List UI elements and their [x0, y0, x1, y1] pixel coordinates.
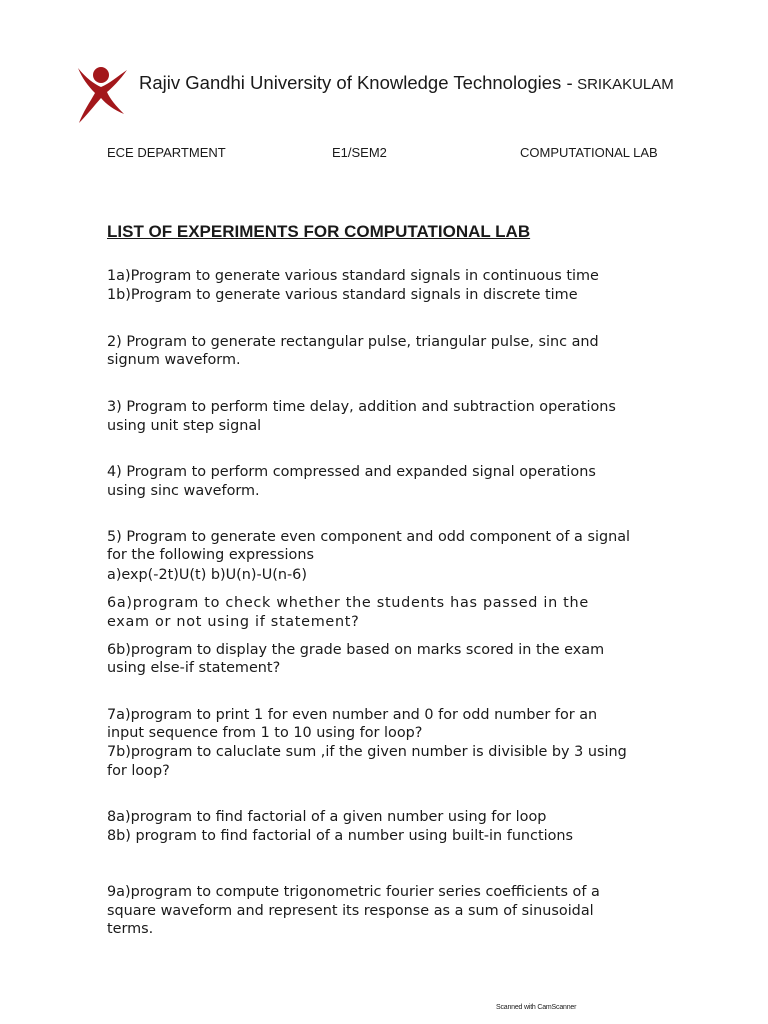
lab-label: COMPUTATIONAL LAB	[520, 145, 658, 160]
experiment-line: 7a)program to print 1 for even number and 0 for odd number for an	[107, 707, 598, 723]
experiment-line: for the following expressions	[107, 547, 314, 563]
experiment-line: 1a)Program to generate various standard signals in continuous time	[107, 268, 599, 284]
experiment-line: a)exp(-2t)U(t) b)U(n)-U(n-6)	[107, 567, 307, 583]
experiment-line: input sequence from 1 to 10 using for loop?	[107, 725, 423, 741]
experiment-line: 1b)Program to generate various standard signals in discrete time	[107, 287, 578, 303]
experiment-line: using else-if statement?	[107, 660, 281, 676]
experiment-line: 8a)program to find factorial of a given number using for loop	[107, 809, 547, 825]
experiment-line: 5) Program to generate even component and odd component of a signal	[107, 529, 631, 545]
department-label: ECE DEPARTMENT	[107, 145, 226, 160]
campus-name: SRIKAKULAM	[577, 76, 674, 93]
experiment-line: terms.	[107, 921, 154, 937]
university-name	[139, 72, 674, 94]
university-logo	[76, 64, 132, 124]
experiment-line: 6a)program to check whether the students has passed in the	[107, 595, 589, 611]
experiment-line: exam or not using if statement?	[107, 614, 360, 630]
experiment-line: signum waveform.	[107, 352, 241, 368]
experiment-line: 6b)program to display the grade based on marks scored in the exam	[107, 642, 605, 658]
university-title: Rajiv Gandhi University of Knowledge Technologies -	[139, 72, 573, 93]
experiment-line: 9a)program to compute trigonometric fourier series coefficients of a	[107, 884, 600, 900]
experiment-line: 7b)program to caluclate sum ,if the given number is divisible by 3 using	[107, 744, 627, 760]
experiment-line: using unit step signal	[107, 418, 262, 434]
experiment-line: for loop?	[107, 763, 170, 779]
experiment-line: 4) Program to perform compressed and expanded signal operations	[107, 464, 596, 480]
document-title: LIST OF EXPERIMENTS FOR COMPUTATIONAL LAB	[107, 222, 531, 241]
experiment-line: using sinc waveform.	[107, 483, 260, 499]
semester-label: E1/SEM2	[332, 145, 387, 160]
experiment-line: square waveform and represent its response as a sum of sinusoidal	[107, 903, 594, 919]
scanner-watermark: Scanned with CamScanner	[496, 1004, 577, 1011]
experiment-line: 2) Program to generate rectangular pulse, triangular pulse, sinc and	[107, 334, 599, 350]
experiment-line: 3) Program to perform time delay, addition and subtraction operations	[107, 399, 616, 415]
experiment-line: 8b) program to find factorial of a number using built-in functions	[107, 828, 574, 844]
